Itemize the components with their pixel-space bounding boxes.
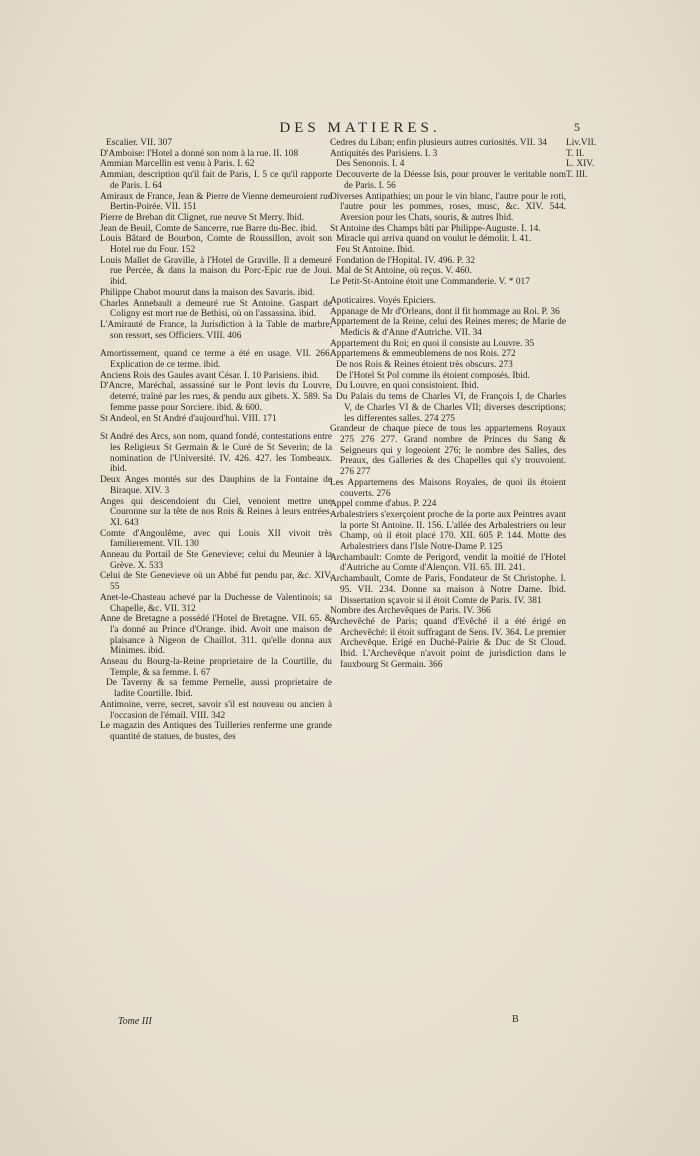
- index-entry: Louis Mallet de Graville, à l'Hotel de Graville. Il a demeuré rue Percée, & dans la maison du Porc-Epic rue de Joui. ibid.: [100, 255, 332, 288]
- index-entry: St André des Arcs, son nom, quand fondé, contestations entre les Religieux St Germain & le Curé de St Severin; de la nomination de l'Université. IV. 426. 427. les Tombeaux. ibid.: [100, 432, 332, 475]
- marginal-note: T. III.: [566, 170, 588, 181]
- index-entry: Appanage de Mr d'Orleans, dont il fit hommage au Roi. P. 36: [330, 306, 560, 317]
- index-entry: St Andeol, en St André d'aujourd'hui. VIII. 171: [100, 413, 277, 424]
- index-entry: Jean de Beuil, Comte de Sancerre, rue Barre du-Bec. ibid.: [100, 223, 318, 234]
- index-entry: Grandeur de chaque piece de tous les appartemens Royaux 275 276 277. Grand nombre de Princes du Sang & Seigneurs qui y logeoient 276; le nombre des Salles, des Preaux, des Galleries & des Chapelles qui s'y trouvoient. 276 277: [330, 424, 566, 478]
- index-entry: Ammian Marcellin est venu à Paris. I. 62: [100, 159, 255, 170]
- index-entry: Antimoine, verre, secret, savoir s'il est nouveau ou ancien à l'occasion de l'émail. VIII. 342: [100, 699, 332, 721]
- index-entry: Decouverte de la Déesse Isis, pour prouver le veritable nom de Paris. I. 56: [336, 170, 566, 191]
- index-entry: Apoticaires. Voyés Epiciers.: [330, 295, 436, 306]
- index-entry: Appel comme d'abus. P. 224: [330, 499, 437, 510]
- index-entry: Archevêché de Paris; quand d'Evêché il a été érigé en Archevêché: il étoit suffragant de Sens. IV. 364. Le premier Archevêque. Erigé en Duché-Pairie & Duc de St Cloud. Ibid. L'Archevêque n'avoit point de jurisdiction dans le fauxbourg St Germain. 366: [330, 616, 566, 670]
- index-entry: Anne de Bretagne a possédé l'Hotel de Bretagne. VII. 65. & l'a donné au Prince d'Orange. ibid. Avoit une maison de plaisance à Nigeon de Chaillot. 311. qu'elle donna aux Minimes. ibid.: [100, 614, 332, 657]
- marginal-notes: [566, 138, 636, 181]
- index-entry: Louis Bâtard de Bourbon, Comte de Roussillon, avoit son Hotel rue du Four. 152: [100, 234, 332, 256]
- index-entry: Feu St Antoine. Ibid.: [336, 245, 415, 256]
- index-entry: Philippe Chabot mourut dans la maison des Savaris. ibid.: [100, 287, 315, 298]
- index-entry: De l'Hotel St Pol comme ils étoient composés. Ibid.: [336, 370, 530, 381]
- index-entry: Pierre de Breban dit Clignet, rue neuve St Merry. Ibid.: [100, 212, 305, 223]
- index-entry: Escalier. VII. 307: [106, 138, 172, 148]
- right-column: [330, 138, 566, 670]
- index-entry: L'Amirauté de France, la Jurisdiction à la Table de marbre, son ressort, ses Officiers. VIII. 406: [100, 319, 332, 341]
- index-entry: Amortissement, quand ce terme a été en usage. VII. 266. Explication de ce terme. ibid.: [100, 349, 332, 371]
- index-entry: Antiquités des Parisiens. I. 3: [330, 148, 438, 159]
- index-entry: Appartemens & emmeublemens de nos Rois. 272: [330, 349, 516, 360]
- index-entry: Miracle qui arriva quand on voulut le démolir. I. 41.: [336, 234, 532, 245]
- index-entry: Cedres du Liban; enfin plusieurs autres curiosités. VII. 34: [330, 138, 547, 148]
- index-entry: D'Ancre, Maréchal, assassiné sur le Pont levis du Louvre, deterré, traîné par les rues, & pendu aux gibets. X. 589. Sa femme passe pour Sorciere. ibid. & 600.: [100, 381, 332, 413]
- header-title: DES MATIERES.: [279, 120, 441, 136]
- index-entry: Appartement du Roi; en quoi il consiste au Louvre. 35: [330, 338, 535, 349]
- running-header: [120, 120, 580, 140]
- index-entry: Du Louvre, en quoi consistoient. Ibid.: [336, 381, 479, 392]
- index-entry: Diverses Antipathies; un pour le vin blanc, l'autre pour le roti, l'autre pour les pommes, roses, musc, &c. XIV. 544. Aversion pour les Chats, souris, & autres Ibid.: [330, 191, 566, 223]
- marginal-note: T. II.: [566, 148, 585, 159]
- page-number: 5: [574, 120, 580, 134]
- index-entry: Nombre des Archevêques de Paris. IV. 366: [330, 606, 491, 617]
- index-entry: Du Palais du tems de Charles VI, de François I, de Charles V, de Charles VI & de Charles VII; diverses descriptions; les differentes salles. 274 275: [336, 392, 566, 424]
- index-entry: Mal de St Antoine, où reçus. V. 460.: [336, 266, 472, 277]
- index-entry: De Taverny & sa femme Pernelle, aussi proprietaire de ladite Courtille. Ibid.: [106, 678, 332, 700]
- index-entry: Deux Anges montés sur des Dauphins de la Fontaine de Biraque. XIV. 3: [100, 475, 332, 496]
- index-entry: Arbalestriers s'exerçoient proche de la porte aux Peintres avant la porte St Antoine. II. 156. L'allée des Arbalestriers ou leur Champ, où il étoit placé 170. XII. 605 P. 144. Motte des Arbalestriers dans l'Isle Notre-Dame P. 125: [330, 509, 566, 553]
- index-entry: Anciens Rois des Gaules avant César. I. 10 Parisiens. ibid.: [100, 370, 319, 381]
- signature-mark: B: [512, 1014, 519, 1025]
- index-entry: Anges qui descendoient du Ciel, venoient mettre une Couronne sur la tête de nos Rois & Reines à leurs entrées. XI. 643: [100, 496, 332, 528]
- index-entry: De nos Rois & Reines étoient très obscurs. 273: [336, 360, 513, 371]
- left-column: [100, 138, 332, 743]
- index-entry: Celui de Ste Genevieve où un Abbé fut pendu par, &c. XIV. 55: [100, 571, 332, 593]
- index-entry: Anet-le-Chasteau achevé par la Duchesse de Valentinois; sa Chapelle, &c. VII. 312: [100, 592, 332, 614]
- catchword: Tome III: [118, 1016, 152, 1027]
- index-entry: St Antoine des Champs bâti par Philippe-Auguste. I. 14.: [330, 223, 541, 234]
- index-entry: Le magazin des Antiques des Tuilleries renferme une grande quantité de statues, de bustes, des: [100, 721, 332, 742]
- index-entry: Le Petit-St-Antoine étoit une Commanderie. V. * 017: [330, 277, 530, 288]
- index-entry: Archambault, Comte de Paris, Fondateur de St Christophe. I. 95. VII. 234. Donne sa maison à Notre Dame. Ibid. Dissertation sçavoir si il étoit Comte de Paris. IV. 381: [330, 574, 566, 606]
- index-entry: D'Amboise: l'Hotel a donné son nom à la rue. II. 108: [100, 148, 299, 159]
- index-entry: Ammian, description qu'il fait de Paris, I. 5 ce qu'il rapporte de Paris. I. 64: [100, 170, 332, 191]
- index-entry: Appartement de la Reine, celui des Reines meres; de Marie de Medicis & d'Anne d'Autriche. VII. 34: [330, 317, 566, 338]
- index-entry: Archambault: Comte de Perigord, vendit la moitié de l'Hotel d'Autriche au Comte d'Alençon. VII. 65. III. 241.: [330, 552, 566, 574]
- index-entry: Amiraux de France, Jean & Pierre de Vienne demeuroient rue Bertin-Poirée. VII. 151: [100, 191, 332, 213]
- index-entry: Anseau du Bourg-la-Reine proprietaire de la Courtille, du Temple, & sa femme. I. 67: [100, 657, 332, 678]
- index-entry: Des Senonois. I. 4: [336, 159, 405, 170]
- marginal-note: Liv.VII.: [566, 138, 597, 148]
- index-entry: Charles Annebault a demeuré rue St Antoine. Gaspart de Coligny est mort rue de Bethisi, où on l'assassina. ibid.: [100, 298, 332, 320]
- index-entry: Les Appartemens des Maisons Royales, de quoi ils étoient couverts. 276: [330, 477, 566, 499]
- index-entry: Comte d'Angoulême, avec qui Louis XII vivoit très familierement. VII. 130: [100, 528, 332, 550]
- index-entry: Fondation de l'Hopital. IV. 496. P. 32: [336, 255, 476, 266]
- marginal-note: L. XIV.: [566, 159, 595, 170]
- index-entry: Anneau du Portail de Ste Genevieve; celui du Meunier à la Grève. X. 533: [100, 550, 332, 571]
